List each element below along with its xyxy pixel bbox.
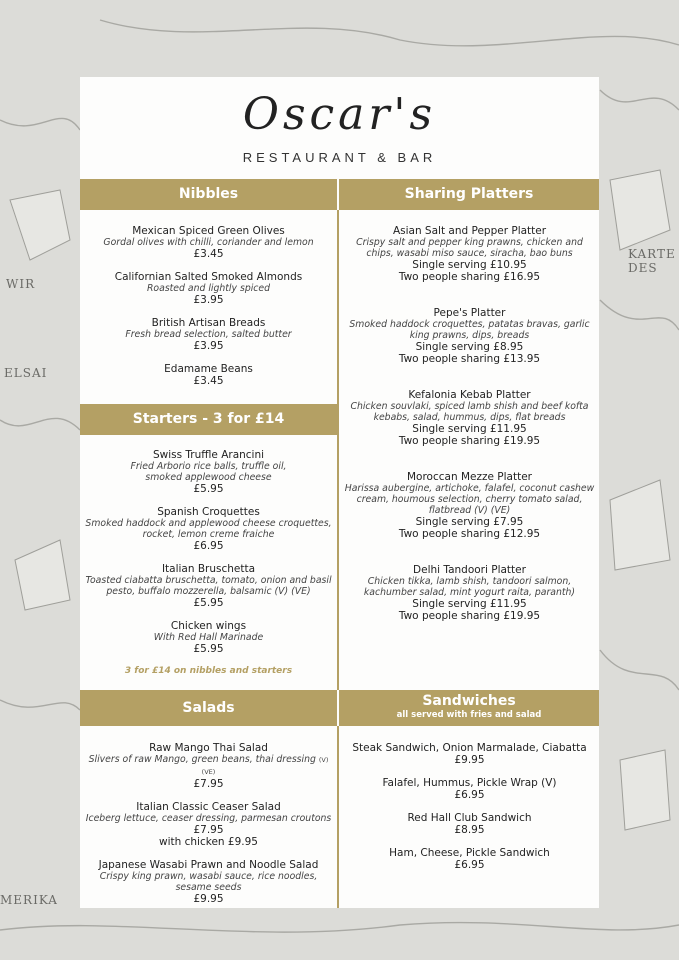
item-price: £6.95 <box>193 540 224 552</box>
dietary-tag: (V) (VE) <box>201 756 329 776</box>
menu-item <box>344 847 595 871</box>
column-divider <box>337 210 339 690</box>
item-description: Crispy king prawn, wasabi sauce, rice noodles, sesame seeds <box>99 871 318 893</box>
item-price: £3.45 <box>193 375 224 387</box>
sharing-price: Two people sharing £12.95 <box>398 528 541 540</box>
item-description: Iceberg lettuce, ceaser dressing, parmesan croutons <box>85 813 332 824</box>
map-label: KARTE DES <box>628 247 676 275</box>
item-price: £8.95 <box>454 824 485 836</box>
item-name: Chicken wings <box>170 620 247 632</box>
item-name: Italian Bruschetta <box>161 563 256 575</box>
item-name: Edamame Beans <box>164 363 253 375</box>
item-name: Mexican Spiced Green Olives <box>132 225 285 237</box>
item-name: Kefalonia Kebab Platter <box>408 389 531 401</box>
item-name: Steak Sandwich, Onion Marmalade, Ciabatta <box>352 742 587 754</box>
menu-item <box>84 317 333 352</box>
item-price: £5.95 <box>193 597 224 609</box>
item-name: Moroccan Mezze Platter <box>406 471 532 483</box>
menu-item <box>84 449 333 495</box>
starters-header: Starters - 3 for £14 <box>80 404 337 435</box>
item-price: £7.95 <box>193 778 224 790</box>
sandwiches-list <box>344 742 595 882</box>
menu-item <box>344 471 595 540</box>
item-description: Crispy salt and pepper king prawns, chicken and chips, wasabi miso sauce, siracha, bao buns <box>356 237 583 259</box>
sharing-price: Two people sharing £19.95 <box>398 610 541 622</box>
menu-item <box>344 742 595 766</box>
sharing-price: Two people sharing £13.95 <box>398 353 541 365</box>
menu-card <box>80 77 599 908</box>
map-label: WIR <box>6 277 36 291</box>
item-description: Chicken tikka, lamb shish, tandoori salmon, kachumber salad, mint yogurt raita, paranth) <box>363 576 576 598</box>
item-price: £9.95 <box>193 893 224 905</box>
restaurant-subtitle: RESTAURANT & BAR <box>242 150 437 165</box>
menu-item <box>344 777 595 801</box>
item-name: Italian Classic Ceaser Salad <box>136 801 281 813</box>
sharing-price: Two people sharing £19.95 <box>398 435 541 447</box>
menu-item <box>344 225 595 283</box>
column-divider <box>337 726 339 908</box>
item-name: British Artisan Breads <box>151 317 266 329</box>
sharing-platters-header: Sharing Platters <box>339 179 599 210</box>
menu-item <box>84 742 333 790</box>
single-price: Single serving £11.95 <box>412 598 527 610</box>
salads-list <box>84 742 333 916</box>
item-description: Fried Arborio rice balls, truffle oil, smoked applewood cheese <box>130 461 287 483</box>
single-price: Single serving £7.95 <box>415 516 524 528</box>
item-description: Roasted and lightly spiced <box>146 283 271 294</box>
item-price: £3.45 <box>193 248 224 260</box>
item-name: Swiss Truffle Arancini <box>152 449 265 461</box>
item-description: With Red Hall Marinade <box>153 632 264 643</box>
item-price: £7.95 <box>193 824 224 836</box>
menu-item <box>344 812 595 836</box>
item-price: £6.95 <box>454 859 485 871</box>
item-description: Slivers of raw Mango, green beans, thai dressing (V) (VE) <box>88 754 329 776</box>
item-description: Harissa aubergine, artichoke, falafel, coconut cashew cream, houmous selection, cherry tomato salad, flatbread (V) (VE) <box>344 483 595 516</box>
menu-item <box>344 564 595 622</box>
menu-item <box>84 859 333 905</box>
salads-header: Salads <box>80 690 337 726</box>
item-name: Ham, Cheese, Pickle Sandwich <box>389 847 550 859</box>
menu-item <box>84 620 333 655</box>
map-label: MERIKA <box>0 893 58 907</box>
item-description: Smoked haddock and applewood cheese croquettes, rocket, lemon creme fraiche <box>85 518 332 540</box>
single-price: Single serving £10.95 <box>412 259 527 271</box>
item-name: Asian Salt and Pepper Platter <box>392 225 547 237</box>
single-price: Single serving £11.95 <box>412 423 527 435</box>
item-description: Gordal olives with chilli, coriander and lemon <box>103 237 314 248</box>
menu-item <box>84 271 333 306</box>
item-name: Californian Salted Smoked Almonds <box>114 271 303 283</box>
item-description: Fresh bread selection, salted butter <box>125 329 292 340</box>
item-price: £3.95 <box>193 340 224 352</box>
item-name: Pepe's Platter <box>433 307 506 319</box>
item-price: £5.95 <box>193 483 224 495</box>
menu-item <box>84 801 333 848</box>
menu-item <box>344 307 595 365</box>
menu-item <box>84 563 333 609</box>
sharing-price: Two people sharing £16.95 <box>398 271 541 283</box>
item-name: Raw Mango Thai Salad <box>149 742 268 754</box>
promo-note: 3 for £14 on nibbles and starters <box>124 666 293 676</box>
item-price: £5.95 <box>193 643 224 655</box>
menu-item <box>84 506 333 552</box>
nibbles-list <box>84 225 333 398</box>
single-price: Single serving £8.95 <box>415 341 524 353</box>
sharing-platters-list <box>344 225 595 633</box>
item-description: Smoked haddock croquettes, patatas bravas, garlic king prawns, dips, breads <box>349 319 590 341</box>
restaurant-logo: Oscar's <box>242 89 437 140</box>
menu-item <box>84 363 333 387</box>
item-name: Japanese Wasabi Prawn and Noodle Salad <box>98 859 319 871</box>
menu-item <box>344 389 595 447</box>
item-price: £3.95 <box>193 294 224 306</box>
nibbles-header: Nibbles <box>80 179 337 210</box>
item-name: Red Hall Club Sandwich <box>407 812 532 824</box>
item-name: Delhi Tandoori Platter <box>413 564 526 576</box>
sandwiches-header: Sandwiches all served with fries and salad <box>339 690 599 726</box>
item-name: Falafel, Hummus, Pickle Wrap (V) <box>382 777 557 789</box>
map-label: ELSAI <box>4 366 48 380</box>
item-price: £9.95 <box>454 754 485 766</box>
item-description: Chicken souvlaki, spiced lamb shish and beef kofta kebabs, salad, hummus, dips, flat breads <box>350 401 589 423</box>
item-extra-price: with chicken £9.95 <box>159 836 258 848</box>
item-name: Spanish Croquettes <box>157 506 260 518</box>
item-price: £6.95 <box>454 789 485 801</box>
starters-list <box>84 449 333 676</box>
item-description: Toasted ciabatta bruschetta, tomato, onion and basil pesto, buffalo mozzerella, balsamic (V) (VE) <box>85 575 332 597</box>
menu-item <box>84 225 333 260</box>
